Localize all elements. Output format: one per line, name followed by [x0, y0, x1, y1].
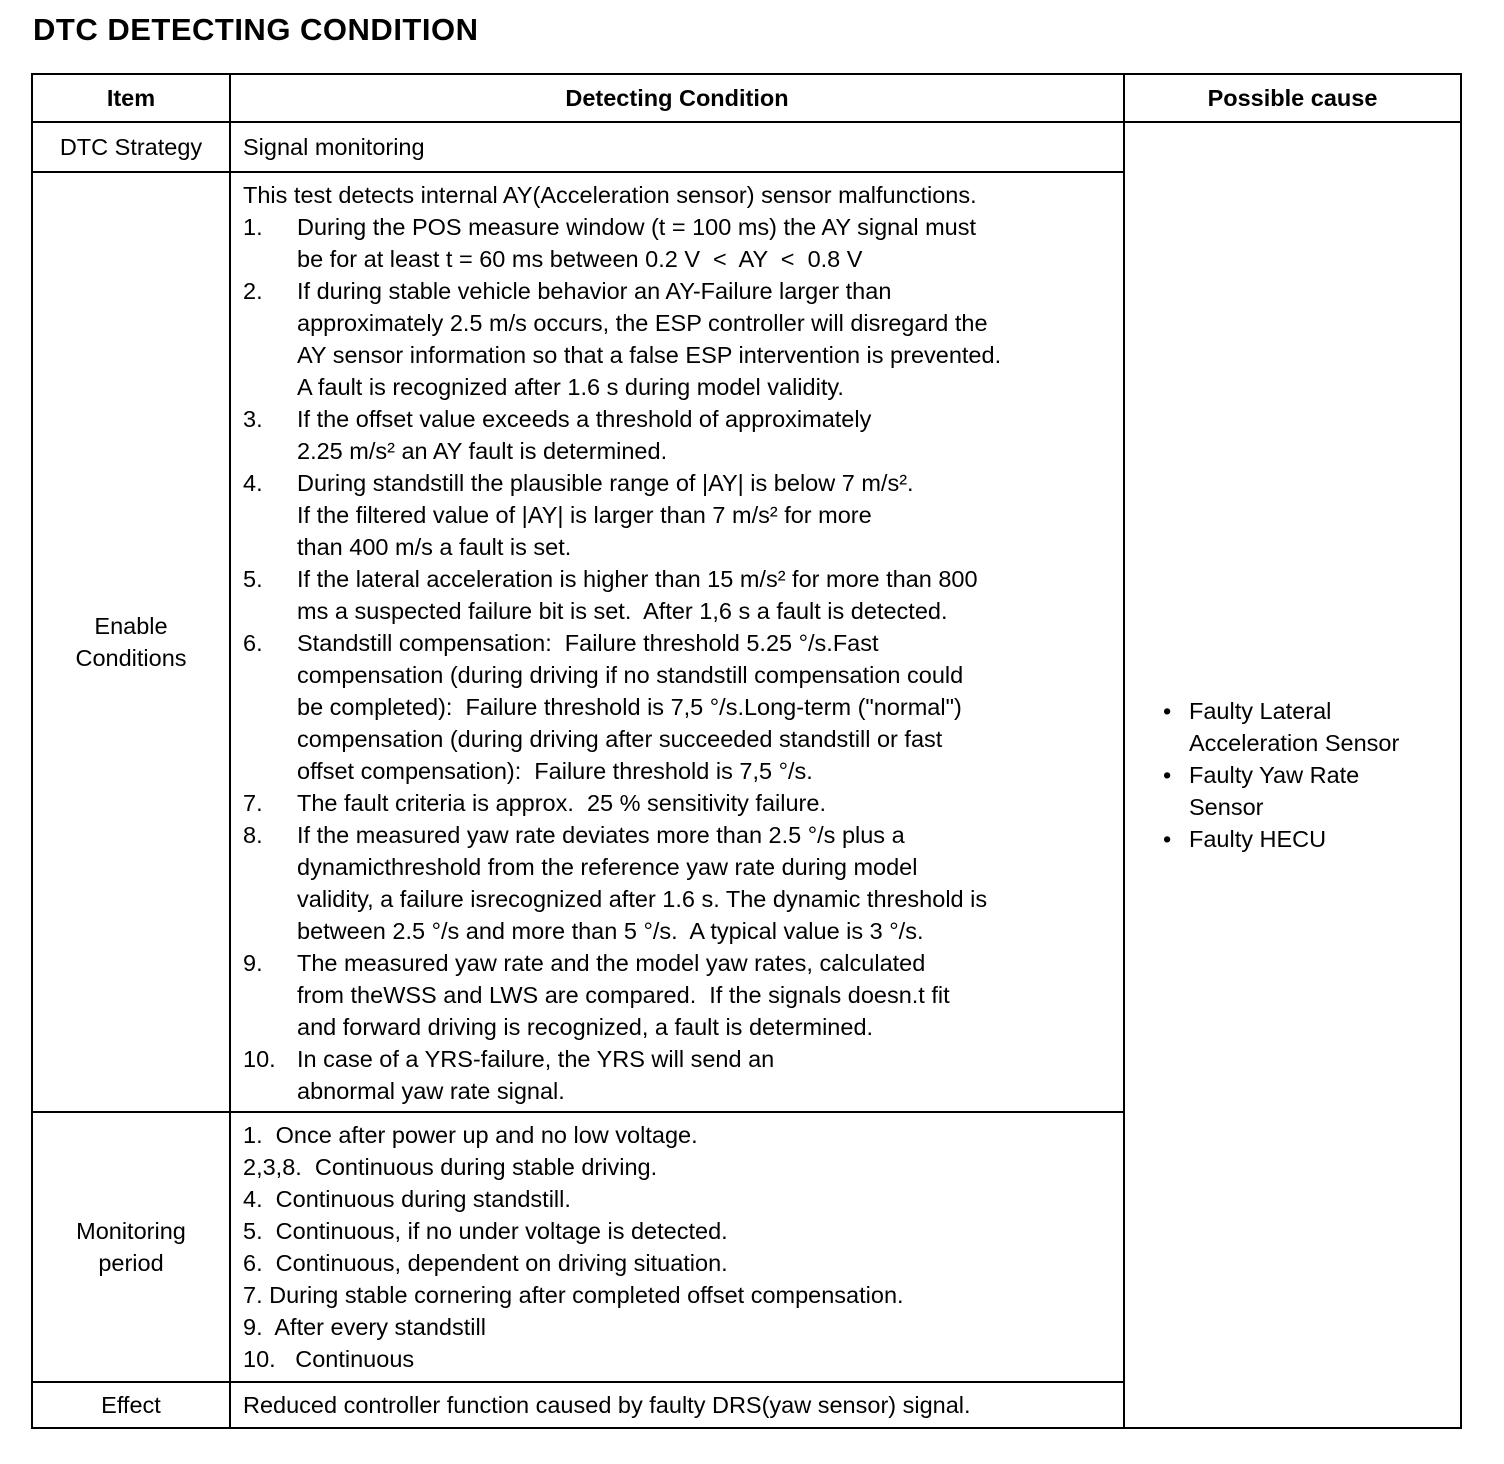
item-line: compensation (during driving if no standstill compensation could [297, 662, 964, 688]
item-line: The measured yaw rate and the model yaw rates, calculated [297, 950, 926, 976]
header-row [32, 74, 1461, 122]
item-text [297, 211, 976, 275]
item-line: and forward driving is recognized, a fault is determined. [297, 1014, 874, 1040]
item-number: 10. [243, 1046, 276, 1072]
possible-cause-cell [1124, 122, 1461, 1428]
cause-list [1161, 695, 1460, 855]
monitoring-label [32, 1112, 230, 1382]
item-line: A fault is recognized after 1.6 s during model validity. [297, 374, 844, 400]
condition-item [243, 1043, 1123, 1107]
header-item: Item [32, 74, 230, 122]
item-number: 2. [243, 278, 263, 304]
item-line: validity, a failure isrecognized after 1.6 s. The dynamic threshold is [297, 886, 988, 912]
monitoring-line: 7. During stable cornering after completed offset compensation. [243, 1282, 904, 1308]
item-line: If during stable vehicle behavior an AY-Failure larger than [297, 278, 892, 304]
header-condition: Detecting Condition [230, 74, 1124, 122]
monitoring-line: 4. Continuous during standstill. [243, 1186, 571, 1212]
item-number: 4. [243, 470, 263, 496]
enable-conditions [230, 172, 1124, 1112]
item-number: 8. [243, 822, 263, 848]
item-text [297, 563, 978, 627]
condition-item [243, 819, 1123, 947]
item-line: 2.25 m/s² an AY fault is determined. [297, 438, 668, 464]
item-line: AY sensor information so that a false ESP intervention is prevented. [297, 342, 1002, 368]
strategy-value: Signal monitoring [230, 122, 1124, 172]
monitoring-period [230, 1112, 1124, 1382]
item-text [297, 787, 826, 819]
condition-item [243, 787, 1123, 819]
item-line: During standstill the plausible range of |AY| is below 7 m/s². [297, 470, 914, 496]
item-text [297, 467, 914, 563]
item-number: 7. [243, 790, 263, 816]
cause-item: • Faulty Lateral Acceleration Sensor [1189, 695, 1439, 759]
enable-items [243, 211, 1123, 1107]
item-text [297, 275, 1001, 403]
monitoring-line: 10. Continuous [243, 1346, 415, 1372]
item-line: dynamicthreshold from the reference yaw rate during model [297, 854, 918, 880]
monitoring-line: 6. Continuous, dependent on driving situation. [243, 1250, 728, 1276]
condition-item [243, 275, 1123, 403]
item-line: between 2.5 °/s and more than 5 °/s. A typical value is 3 °/s. [297, 918, 924, 944]
condition-item [243, 403, 1123, 467]
monitoring-line: 5. Continuous, if no under voltage is detected. [243, 1218, 728, 1244]
cause-item: • Faulty Yaw Rate Sensor [1189, 759, 1439, 823]
page-title: DTC DETECTING CONDITION [33, 12, 479, 47]
monitoring-label-text: Monitoring period [76, 1218, 186, 1276]
cause-item: • Faulty HECU [1189, 823, 1439, 855]
item-line: In case of a YRS-failure, the YRS will send an [297, 1046, 775, 1072]
item-line: abnormal yaw rate signal. [297, 1078, 565, 1104]
item-line: If the lateral acceleration is higher than 15 m/s² for more than 800 [297, 566, 978, 592]
monitoring-line: 2,3,8. Continuous during stable driving. [243, 1154, 658, 1180]
condition-item [243, 563, 1123, 627]
item-line: The fault criteria is approx. 25 % sensitivity failure. [297, 790, 826, 816]
item-text [297, 819, 987, 947]
item-number: 6. [243, 630, 263, 656]
item-line: from theWSS and LWS are compared. If the signals doesn.t fit [297, 982, 950, 1008]
item-line: If the measured yaw rate deviates more than 2.5 °/s plus a [297, 822, 905, 848]
item-number: 5. [243, 566, 263, 592]
item-line: If the offset value exceeds a threshold of approximately [297, 406, 872, 432]
monitoring-line: 1. Once after power up and no low voltage. [243, 1122, 698, 1148]
monitoring-line: 9. After every standstill [243, 1314, 486, 1340]
enable-label-text: Enable Conditions [75, 613, 187, 671]
item-line: Standstill compensation: Failure threshold 5.25 °/s.Fast [297, 630, 879, 656]
item-line: be completed): Failure threshold is 7,5 °/s.Long-term ("normal") [297, 694, 962, 720]
item-number: 3. [243, 406, 263, 432]
effect-value: Reduced controller function caused by faulty DRS(yaw sensor) signal. [230, 1382, 1124, 1428]
condition-item [243, 211, 1123, 275]
item-line: offset compensation): Failure threshold is 7,5 °/s. [297, 758, 813, 784]
item-number: 1. [243, 214, 263, 240]
table-row [32, 122, 1461, 172]
enable-intro: This test detects internal AY(Acceleration sensor) sensor malfunctions. [243, 182, 977, 208]
item-text [297, 947, 950, 1043]
header-cause: Possible cause [1124, 74, 1461, 122]
condition-item [243, 627, 1123, 787]
strategy-label: DTC Strategy [32, 122, 230, 172]
item-line: than 400 m/s a fault is set. [297, 534, 572, 560]
condition-item [243, 947, 1123, 1043]
item-text [297, 403, 871, 467]
condition-item [243, 467, 1123, 563]
item-line: compensation (during driving after succeeded standstill or fast [297, 726, 943, 752]
item-line: ms a suspected failure bit is set. After 1,6 s a fault is detected. [297, 598, 948, 624]
item-line: If the filtered value of |AY| is larger than 7 m/s² for more [297, 502, 872, 528]
dtc-table [31, 73, 1462, 1429]
item-line: be for at least t = 60 ms between 0.2 V < AY < 0.8 V [297, 246, 863, 272]
item-number: 9. [243, 950, 263, 976]
effect-label: Effect [32, 1382, 230, 1428]
item-line: During the POS measure window (t = 100 ms) the AY signal must [297, 214, 976, 240]
item-text [297, 627, 963, 787]
enable-label [32, 172, 230, 1112]
item-line: approximately 2.5 m/s occurs, the ESP controller will disregard the [297, 310, 988, 336]
item-text [297, 1043, 774, 1107]
